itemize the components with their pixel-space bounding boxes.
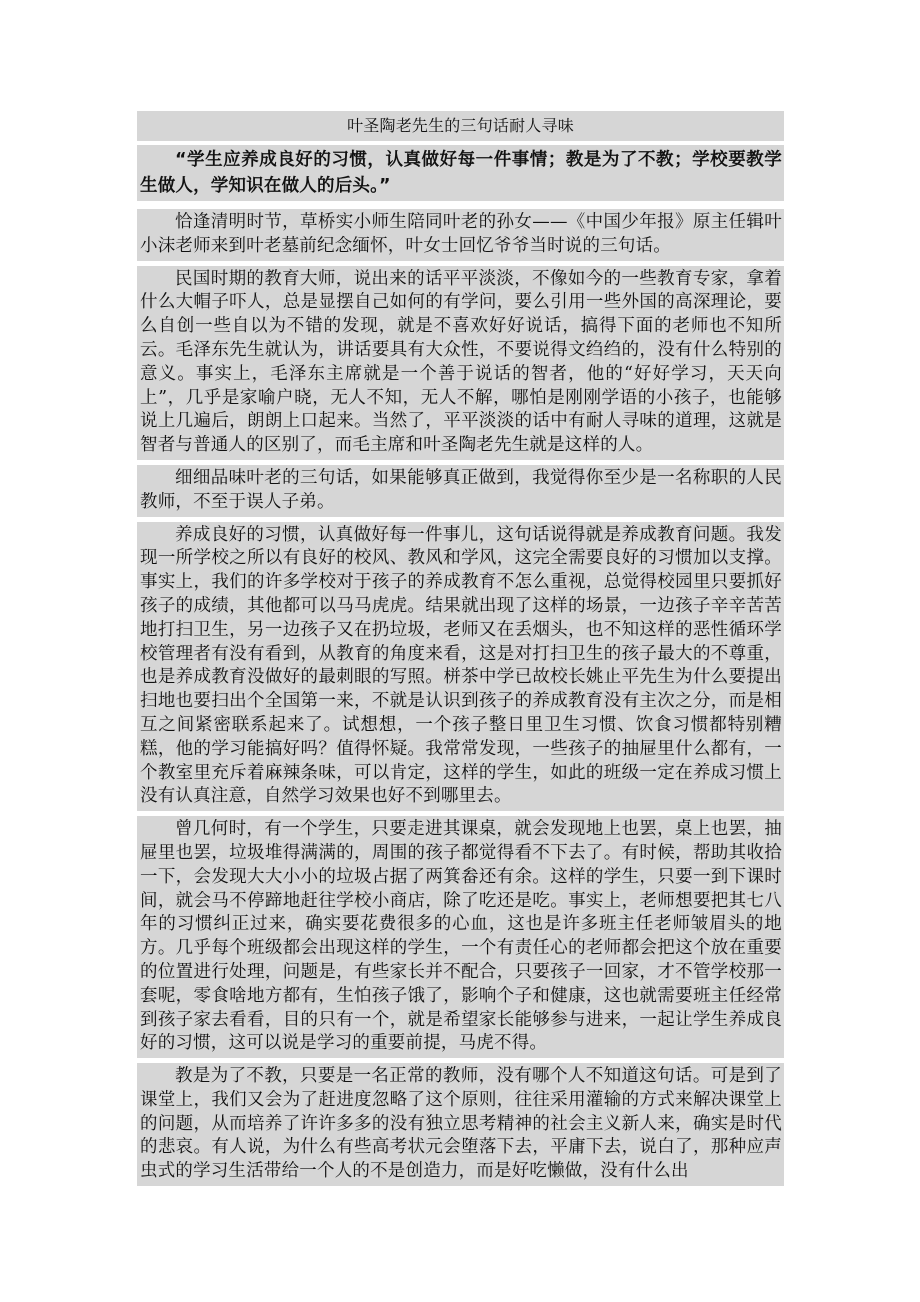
paragraph-4: 养成良好的习惯，认真做好每一件事儿，这句话说得就是养成教育问题。我发现一所学校之所以有良好的校风、教风和学风，这完全需要良好的习惯加以支撑。事实上，我们的许多学校对于孩子的养成教育不怎么重视，总觉得校园里只要抓好孩子的成绩，其他都可以马马虎虎。结果就出现了这样的场景，一边孩子辛辛苦苦地打扫卫生，另一边孩子又在扔垃圾，老师又在丢烟头，也不知这样的恶性循环学校管理者有没有看到，从教育的角度来看，这是对打扫卫生的孩子最大的不尊重，也是养成教育没做好的最刺眼的写照。栟茶中学已故校长姚止平先生为什么要提出扫地也要扫出个全国第一来，不就是认识到孩子的养成教育没有主次之分，而是相互之间紧密联系起来了。试想想，一个孩子整日里卫生习惯、饮食习惯都特别糟糕，他的学习能搞好吗？值得怀疑。我常常发现，一些孩子的抽屉里什么都有，一个教室里充斥着麻辣条味，可以肯定，这样的学生，如此的班级一定在养成习惯上没有认真注意，自然学习效果也好不到哪里去。 bbox=[137, 522, 784, 812]
paragraph-2: 民国时期的教育大师，说出来的话平平淡淡，不像如今的一些教育专家，拿着什么大帽子吓人，总是显摆自己如何的有学问，要么引用一些外国的高深理论，要么自创一些自以为不错的发现，就是不喜欢好好说话，搞得下面的老师也不知所云。毛泽东先生就认为，讲话要具有大众性，不要说得文绉绉的，没有什么特别的意义。事实上，毛泽东主席就是一个善于说话的智者，他的“好好学习，天天向上”，几乎是家喻户晓，无人不知，无人不解，哪怕是刚刚学语的小孩子，也能够说上几遍后，朗朗上口起来。当然了，平平淡淡的话中有耐人寻味的道理，这就是智者与普通人的区别了，而毛主席和叶圣陶老先生就是这样的人。 bbox=[137, 266, 784, 460]
paragraph-3: 细细品味叶老的三句话，如果能够真正做到，我觉得你至少是一名称职的人民教师，不至于误人子弟。 bbox=[137, 465, 784, 517]
paragraph-1: 恰逢清明时节，草桥实小师生陪同叶老的孙女——《中国少年报》原主任辑叶小沫老师来到叶老墓前纪念缅怀，叶女士回忆爷爷当时说的三句话。 bbox=[137, 209, 784, 261]
paragraph-5: 曾几何时，有一个学生，只要走进其课桌，就会发现地上也罢，桌上也罢，抽屉里也罢，垃圾堆得满满的，周围的孩子都觉得看不下去了。有时候，帮助其收拾一下，会发现大大小小的垃圾占据了两箕畚还有余。这样的学生，只要一到下课时间，就会马不停蹄地赶往学校小商店，除了吃还是吃。事实上，老师想要把其七八年的习惯纠正过来，确实要花费很多的心血，这也是许多班主任老师皱眉头的地方。几乎每个班级都会出现这样的学生，一个有责任心的老师都会把这个放在重要的位置进行处理，问题是，有些家长并不配合，只要孩子一回家，才不管学校那一套呢，零食啥地方都有，生怕孩子饿了，影响个子和健康，这也就需要班主任经常到孩子家去看看，目的只有一个，就是希望家长能够参与进来，一起让学生养成良好的习惯，这可以说是学习的重要前提，马虎不得。 bbox=[137, 816, 784, 1058]
document-body bbox=[137, 111, 784, 1191]
quote-paragraph: “学生应养成良好的习惯，认真做好每一件事情；教是为了不教；学校要教学生做人，学知识在做人的后头。” bbox=[137, 145, 784, 201]
paragraph-6: 教是为了不教，只要是一名正常的教师，没有哪个人不知道这句话。可是到了课堂上，我们又会为了赶进度忽略了这个原则，往往采用灌输的方式来解决课堂上的问题，从而培养了许许多多的没有独立思考精神的社会主义新人来，确实是时代的悲哀。有人说，为什么有些高考状元会堕落下去，平庸下去，说白了，那种应声虫式的学习生活带给一个人的不是创造力，而是好吃懒做，没有什么出 bbox=[137, 1063, 784, 1186]
document-title: 叶圣陶老先生的三句话耐人寻味 bbox=[137, 111, 784, 141]
